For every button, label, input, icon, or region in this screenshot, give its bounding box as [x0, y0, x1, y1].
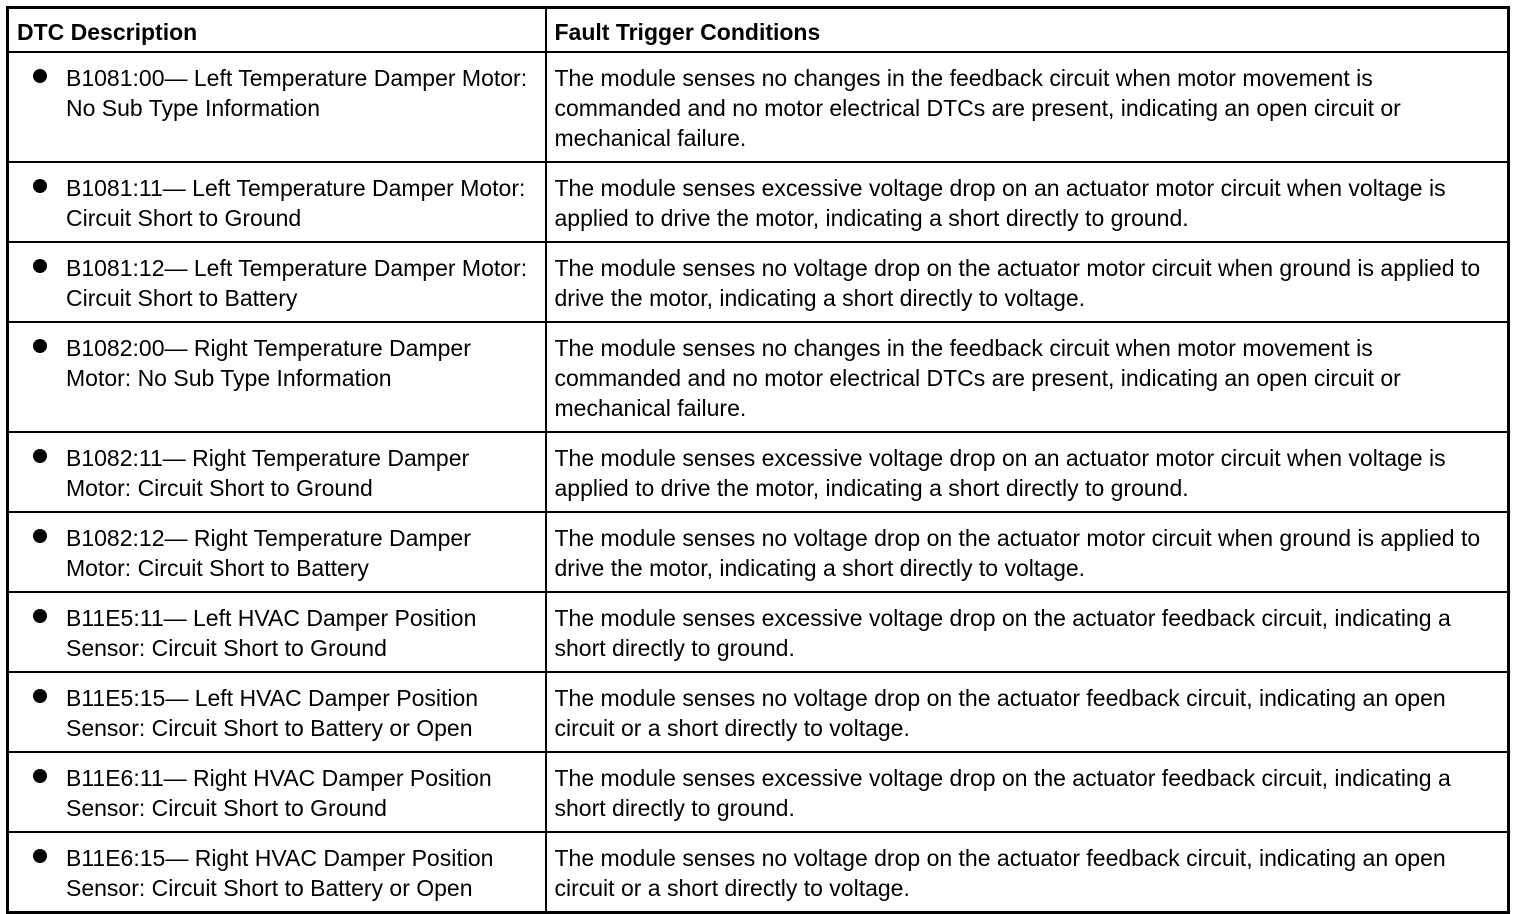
fault-trigger-conditions-text: The module senses excessive voltage drop on the actuator feedback circuit, indicating a short directly to ground.	[554, 604, 1451, 661]
fault-trigger-conditions-text: The module senses no changes in the feedback circuit when motor movement is commanded and no motor electrical DTCs are present, indicating an open circuit or mechanical failure.	[554, 334, 1401, 421]
bullet-icon	[33, 339, 47, 353]
table-row	[8, 322, 1509, 432]
dtc-description-cell	[8, 242, 546, 322]
dtc-table	[6, 6, 1510, 914]
fault-trigger-conditions-cell	[546, 322, 1509, 432]
dtc-description-text: B1082:00— Right Temperature Damper Motor: No Sub Type Information	[66, 334, 471, 391]
bullet-icon	[33, 449, 47, 463]
dtc-description-cell	[8, 52, 546, 162]
fault-trigger-conditions-text: The module senses no voltage drop on the actuator feedback circuit, indicating an open circuit or a short directly to voltage.	[554, 684, 1446, 741]
dtc-description-cell	[8, 512, 546, 592]
fault-trigger-conditions-cell	[546, 432, 1509, 512]
fault-trigger-conditions-cell	[546, 512, 1509, 592]
bullet-icon	[33, 609, 47, 623]
bullet-icon	[33, 769, 47, 783]
bullet-icon	[33, 179, 47, 193]
bullet-icon	[33, 849, 47, 863]
dtc-description-cell	[8, 592, 546, 672]
fault-trigger-conditions-text: The module senses no changes in the feedback circuit when motor movement is commanded and no motor electrical DTCs are present, indicating an open circuit or mechanical failure.	[554, 64, 1401, 151]
table-row	[8, 432, 1509, 512]
bullet-icon	[33, 259, 47, 273]
dtc-description-cell	[8, 672, 546, 752]
fault-trigger-conditions-text: The module senses no voltage drop on the actuator motor circuit when ground is applied to drive the motor, indicating a short directly to voltage.	[554, 254, 1481, 311]
table-row	[8, 512, 1509, 592]
fault-trigger-conditions-text: The module senses excessive voltage drop on the actuator feedback circuit, indicating a short directly to ground.	[554, 764, 1451, 821]
fault-trigger-conditions-cell	[546, 52, 1509, 162]
dtc-description-text: B1082:11— Right Temperature Damper Motor: Circuit Short to Ground	[66, 444, 470, 501]
bullet-icon	[33, 529, 47, 543]
fault-trigger-conditions-cell	[546, 162, 1509, 242]
fault-trigger-conditions-text: The module senses excessive voltage drop on an actuator motor circuit when voltage is applied to drive the motor, indicating a short directly to ground.	[554, 174, 1446, 231]
dtc-description-cell	[8, 752, 546, 832]
table-body	[8, 52, 1509, 913]
fault-trigger-conditions-cell	[546, 672, 1509, 752]
bullet-icon	[33, 689, 47, 703]
fault-trigger-conditions-cell	[546, 242, 1509, 322]
dtc-description-text: B1081:12— Left Temperature Damper Motor: Circuit Short to Battery	[66, 254, 528, 311]
fault-trigger-conditions-text: The module senses excessive voltage drop on an actuator motor circuit when voltage is applied to drive the motor, indicating a short directly to ground.	[554, 444, 1446, 501]
dtc-description-cell	[8, 432, 546, 512]
dtc-description-cell	[8, 322, 546, 432]
table-row	[8, 52, 1509, 162]
dtc-description-text: B1081:11— Left Temperature Damper Motor: Circuit Short to Ground	[66, 174, 526, 231]
column-header-conditions: Fault Trigger Conditions	[546, 8, 1509, 52]
fault-trigger-conditions-text: The module senses no voltage drop on the actuator motor circuit when ground is applied to drive the motor, indicating a short directly to voltage.	[554, 524, 1481, 581]
fault-trigger-conditions-text: The module senses no voltage drop on the actuator feedback circuit, indicating an open circuit or a short directly to voltage.	[554, 844, 1446, 901]
dtc-description-text: B11E5:11— Left HVAC Damper Position Sensor: Circuit Short to Ground	[66, 604, 477, 661]
table-row	[8, 592, 1509, 672]
bullet-icon	[33, 69, 47, 83]
table-row	[8, 162, 1509, 242]
fault-trigger-conditions-cell	[546, 752, 1509, 832]
table-header-row	[8, 8, 1509, 52]
dtc-description-text: B1082:12— Right Temperature Damper Motor: Circuit Short to Battery	[66, 524, 471, 581]
table-row	[8, 672, 1509, 752]
dtc-description-text: B1081:00— Left Temperature Damper Motor: No Sub Type Information	[66, 64, 528, 121]
dtc-description-text: B11E6:15— Right HVAC Damper Position Sensor: Circuit Short to Battery or Open	[66, 844, 494, 901]
dtc-description-cell	[8, 162, 546, 242]
fault-trigger-conditions-cell	[546, 592, 1509, 672]
dtc-description-text: B11E5:15— Left HVAC Damper Position Sensor: Circuit Short to Battery or Open	[66, 684, 479, 741]
dtc-description-text: B11E6:11— Right HVAC Damper Position Sensor: Circuit Short to Ground	[66, 764, 492, 821]
table-row	[8, 752, 1509, 832]
column-header-description: DTC Description	[8, 8, 546, 52]
table-row	[8, 242, 1509, 322]
